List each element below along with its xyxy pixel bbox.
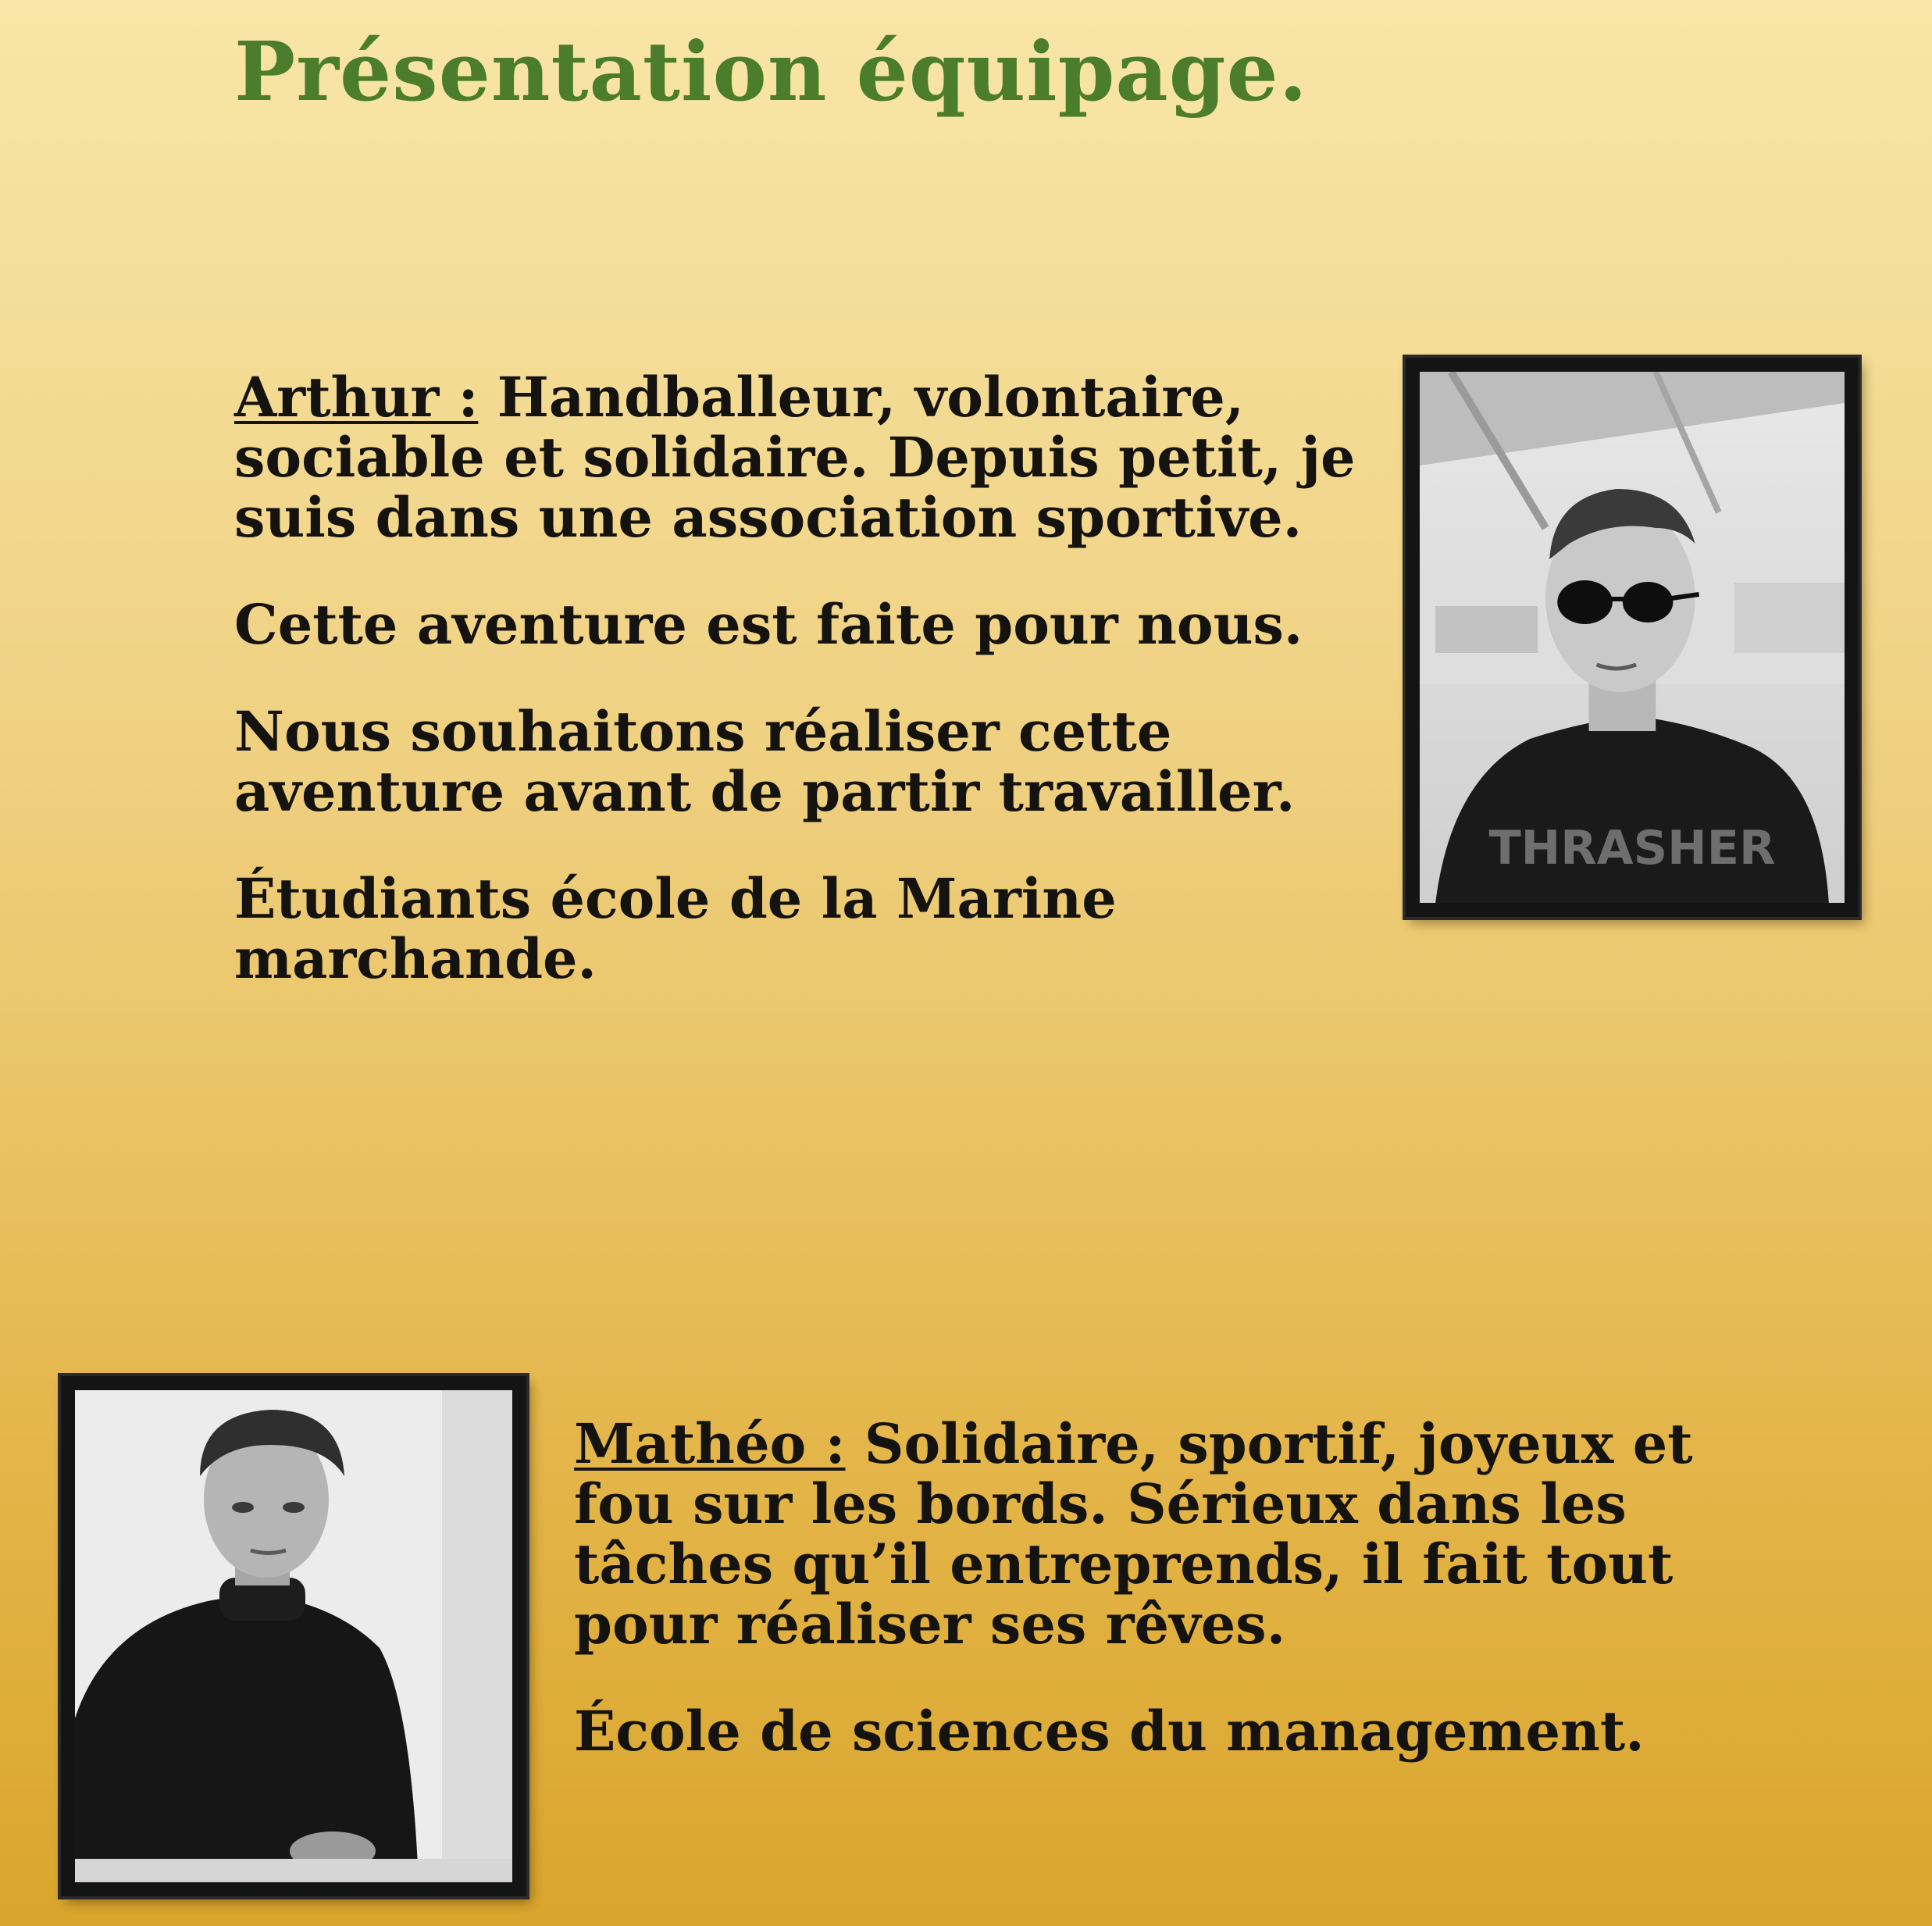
matheo-photo bbox=[61, 1376, 526, 1896]
matheo-portrait-image bbox=[75, 1390, 512, 1882]
matheo-intro-text: Solidaire, sportif, joyeux et fou sur les bords. Sérieux dans les tâches qu’il entreprends, il fait tout pour réaliser ses rêves. bbox=[574, 1411, 1693, 1657]
arthur-description bbox=[234, 367, 1390, 1036]
arthur-paragraph-2: Cette aventure est faite pour nous. bbox=[234, 592, 1303, 657]
arthur-name: Arthur : bbox=[234, 365, 479, 430]
page-title: Présentation équipage. bbox=[234, 23, 1308, 119]
arthur-paragraph-4: Étudiants école de la Marine marchande. bbox=[234, 866, 1117, 991]
arthur-intro-text: Handballeur, volontaire, sociable et solidaire. Depuis petit, je suis dans une association sportive. bbox=[234, 365, 1356, 550]
matheo-description bbox=[574, 1411, 1730, 1808]
arthur-paragraph-3: Nous souhaitons réaliser cette aventure avant de partir travailler. bbox=[234, 699, 1296, 824]
matheo-name: Mathéo : bbox=[574, 1411, 846, 1476]
matheo-paragraph-2: École de sciences du management. bbox=[574, 1699, 1645, 1764]
arthur-intro bbox=[234, 365, 1390, 550]
shirt-text: THRASHER bbox=[1488, 821, 1776, 876]
arthur-portrait-image bbox=[1420, 372, 1845, 903]
matheo-intro bbox=[574, 1411, 1730, 1657]
arthur-photo bbox=[1406, 358, 1859, 917]
